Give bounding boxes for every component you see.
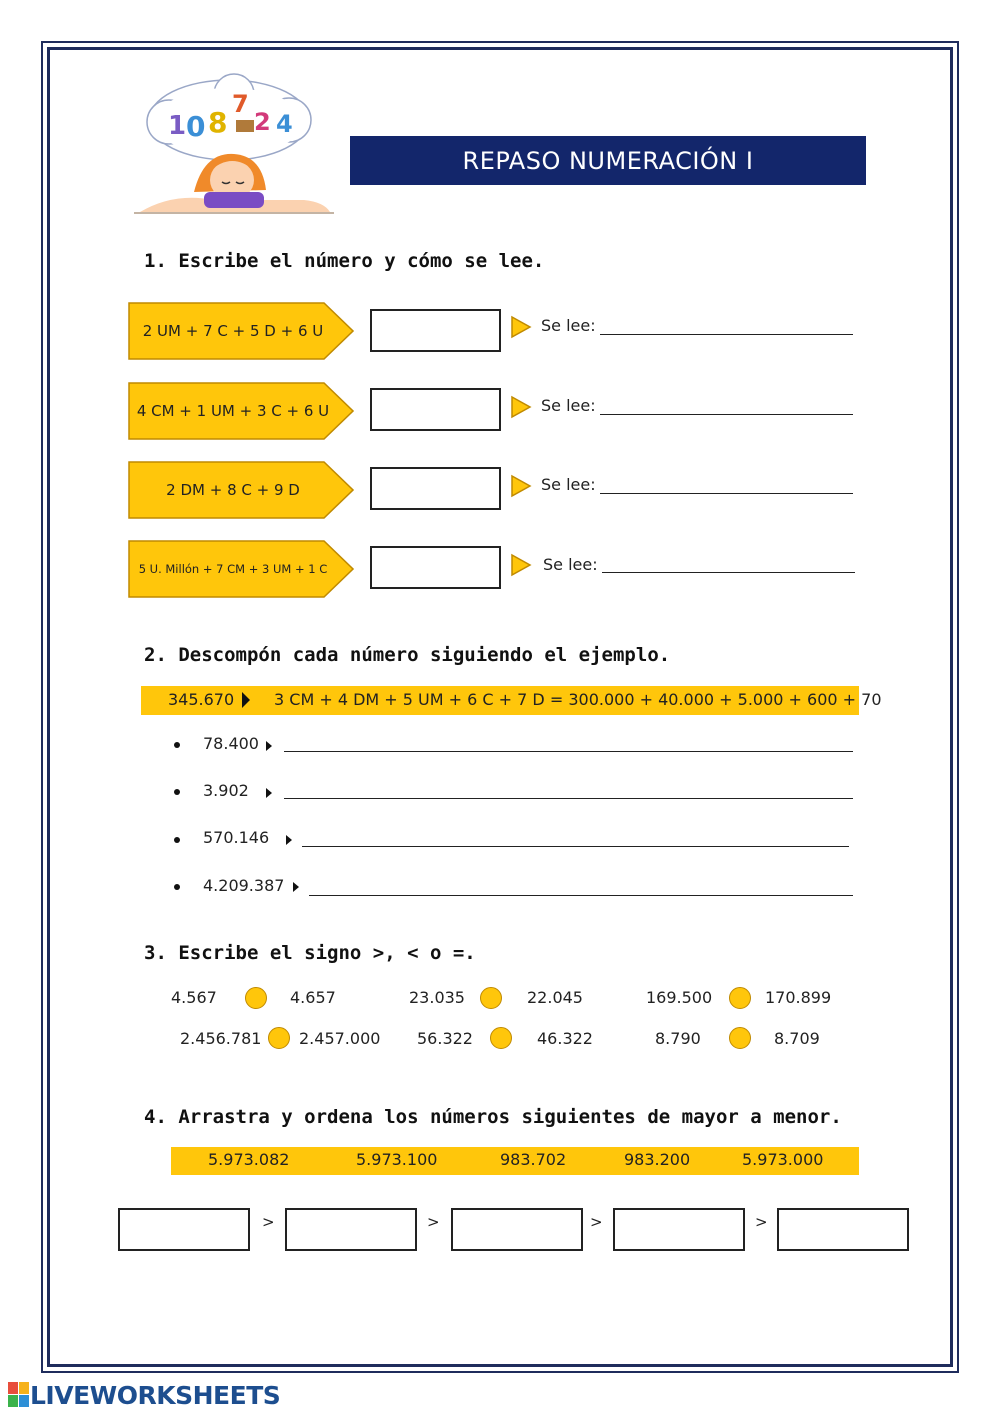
bullet — [174, 837, 180, 843]
bullet — [174, 789, 180, 795]
greater-than-sign: > — [262, 1213, 275, 1231]
section2-heading: 2. Descompón cada número siguiendo el ejemplo. — [144, 644, 671, 666]
play-triangle-icon — [510, 474, 532, 498]
draggable-number[interactable]: 5.973.000 — [742, 1150, 824, 1169]
compare-right-number: 2.457.000 — [299, 1029, 381, 1048]
reading-answer-line[interactable] — [600, 334, 853, 335]
se-lee-label: Se lee: — [541, 396, 596, 415]
decompose-number: 570.146 — [203, 828, 270, 847]
compare-right-number: 8.709 — [774, 1029, 820, 1048]
compare-right-number: 22.045 — [527, 988, 583, 1007]
draggable-number[interactable]: 983.702 — [500, 1150, 567, 1169]
compare-left-number: 2.456.781 — [180, 1029, 262, 1048]
compare-left-number: 56.322 — [417, 1029, 473, 1048]
greater-than-sign: > — [590, 1213, 603, 1231]
reading-answer-line[interactable] — [600, 414, 853, 415]
section3-heading: 3. Escribe el signo >, < o =. — [144, 942, 476, 964]
svg-text:4: 4 — [276, 110, 293, 138]
bullet — [174, 742, 180, 748]
sign-answer-circle[interactable] — [480, 987, 502, 1009]
number-answer-box[interactable] — [370, 546, 501, 589]
example-decomposition: 3 CM + 4 DM + 5 UM + 6 C + 7 D = 300.000 + 40.000 + 5.000 + 600 + 70 — [274, 690, 882, 709]
order-drop-box[interactable] — [451, 1208, 583, 1251]
draggable-number[interactable]: 5.973.100 — [356, 1150, 438, 1169]
number-answer-box[interactable] — [370, 388, 501, 431]
se-lee-label: Se lee: — [541, 475, 596, 494]
draggable-number[interactable]: 5.973.082 — [208, 1150, 290, 1169]
reading-answer-line[interactable] — [600, 493, 853, 494]
bullet — [174, 884, 180, 890]
order-drop-box[interactable] — [777, 1208, 909, 1251]
svg-text:8: 8 — [208, 106, 228, 139]
number-answer-box[interactable] — [370, 467, 501, 510]
sign-answer-circle[interactable] — [729, 987, 751, 1009]
order-drop-box[interactable] — [613, 1208, 745, 1251]
compare-right-number: 170.899 — [765, 988, 832, 1007]
expression-text: 4 CM + 1 UM + 3 C + 6 U — [136, 402, 330, 420]
liveworksheets-logo-icon — [8, 1382, 30, 1408]
small-arrow-icon — [286, 835, 292, 845]
example-number: 345.670 — [168, 690, 235, 709]
section1-heading: 1. Escribe el número y cómo se lee. — [144, 250, 545, 272]
decompose-answer-line[interactable] — [284, 798, 853, 799]
section4-heading: 4. Arrastra y ordena los números siguientes de mayor a menor. — [144, 1106, 842, 1128]
greater-than-sign: > — [755, 1213, 768, 1231]
compare-right-number: 46.322 — [537, 1029, 593, 1048]
draggable-number[interactable]: 983.200 — [624, 1150, 691, 1169]
expression-text: 5 U. Millón + 7 CM + 3 UM + 1 C — [138, 562, 328, 576]
decompose-answer-line[interactable] — [302, 846, 849, 847]
decompose-answer-line[interactable] — [284, 751, 853, 752]
compare-left-number: 4.567 — [171, 988, 217, 1007]
expression-text: 2 DM + 8 C + 9 D — [166, 481, 300, 499]
svg-text:1: 1 — [168, 111, 187, 141]
svg-text:2: 2 — [254, 108, 271, 136]
compare-left-number: 169.500 — [646, 988, 713, 1007]
example-arrow-icon — [241, 691, 251, 709]
reading-answer-line[interactable] — [602, 572, 855, 573]
greater-than-sign: > — [427, 1213, 440, 1231]
expression-tag-4 — [128, 540, 354, 598]
se-lee-label: Se lee: — [543, 555, 598, 574]
page-title: REPASO NUMERACIÓN I — [350, 136, 866, 185]
thinking-girl-illustration — [134, 72, 334, 222]
number-answer-box[interactable] — [370, 309, 501, 352]
expression-tag-2 — [128, 382, 354, 440]
decompose-number: 4.209.387 — [203, 876, 285, 895]
decompose-number: 3.902 — [203, 781, 249, 800]
svg-text:7: 7 — [232, 90, 249, 118]
expression-tag-3 — [128, 461, 354, 519]
expression-tag-1 — [128, 302, 354, 360]
play-triangle-icon — [510, 553, 532, 577]
small-arrow-icon — [293, 882, 299, 892]
sign-answer-circle[interactable] — [490, 1027, 512, 1049]
compare-left-number: 8.790 — [655, 1029, 701, 1048]
decompose-answer-line[interactable] — [309, 895, 853, 896]
sign-answer-circle[interactable] — [729, 1027, 751, 1049]
liveworksheets-logo[interactable] — [8, 1380, 280, 1410]
order-drop-box[interactable] — [118, 1208, 250, 1251]
sign-answer-circle[interactable] — [245, 987, 267, 1009]
se-lee-label: Se lee: — [541, 316, 596, 335]
compare-right-number: 4.657 — [290, 988, 336, 1007]
compare-left-number: 23.035 — [409, 988, 465, 1007]
expression-text: 2 UM + 7 C + 5 D + 6 U — [142, 322, 324, 340]
sign-answer-circle[interactable] — [268, 1027, 290, 1049]
small-arrow-icon — [266, 741, 272, 751]
order-drop-box[interactable] — [285, 1208, 417, 1251]
small-arrow-icon — [266, 788, 272, 798]
play-triangle-icon — [510, 315, 532, 339]
svg-text:0: 0 — [186, 110, 206, 143]
play-triangle-icon — [510, 395, 532, 419]
logo-text: LIVEWORKSHEETS — [30, 1380, 281, 1410]
decompose-number: 78.400 — [203, 734, 259, 753]
